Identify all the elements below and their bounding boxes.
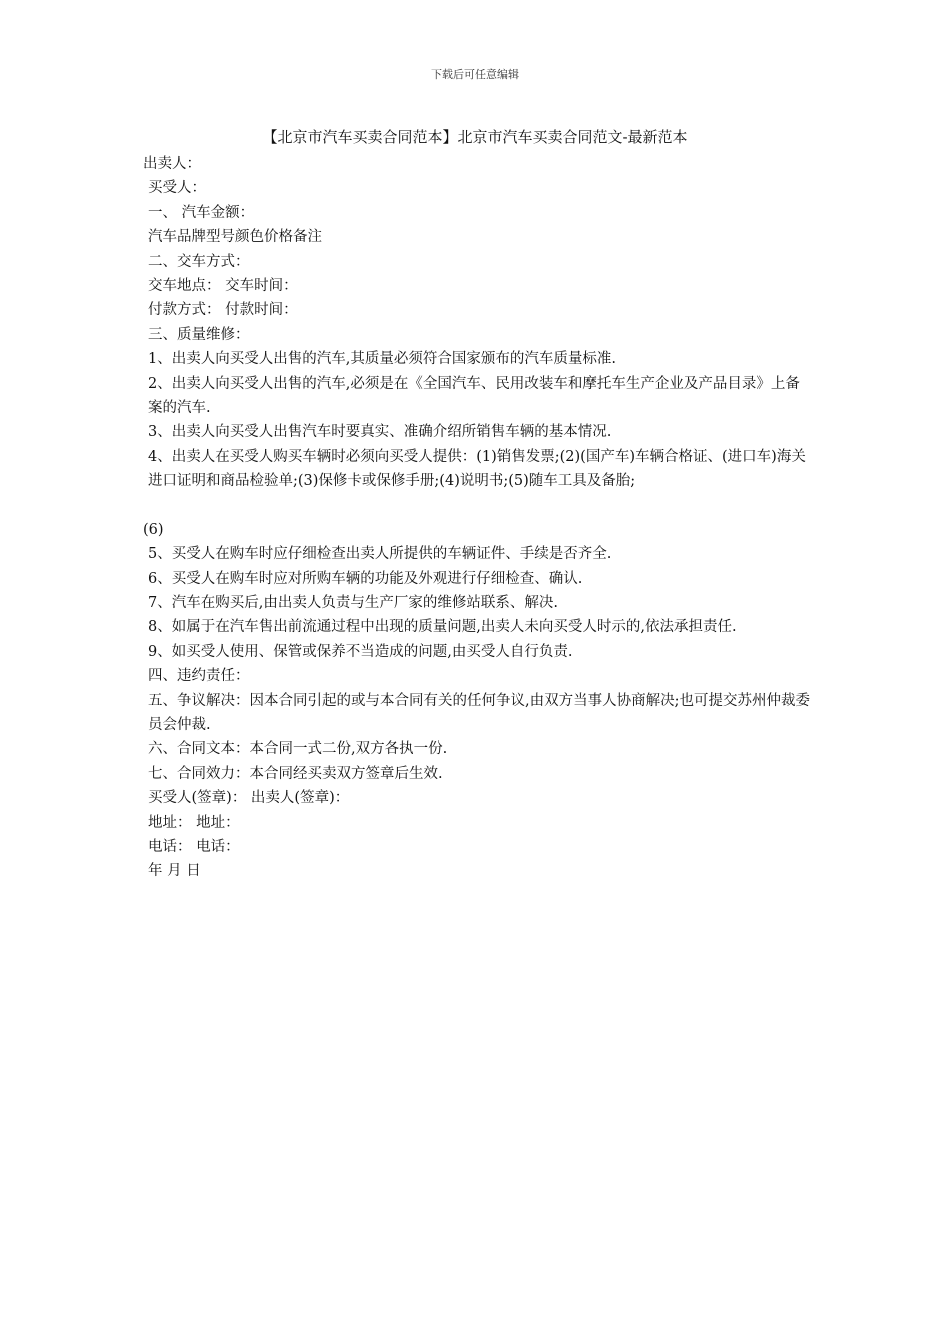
clause-3-2: 2、出卖人向买受人出售的汽车,必须是在《全国汽车、民用改装车和摩托车生产企业及产品目录》上备案的汽车. [148, 375, 800, 417]
paragraph-gap [143, 494, 813, 518]
address-line: 地址： 地址： [148, 814, 240, 831]
delivery-place-line: 交车地点： 交车时间： [148, 278, 298, 295]
section-2-heading: 二、交车方式： [148, 253, 250, 270]
clause-3-3: 3、出卖人向买受人出售汽车时要真实、准确介绍所销售车辆的基本情况. [148, 424, 612, 441]
section-5-dispute: 五、争议解决：因本合同引起的或与本合同有关的任何争议,由双方当事人协商解决;也可提交苏州仲裁委员会仲裁. [148, 692, 810, 733]
section-3-heading: 三、质量维修： [148, 326, 250, 343]
clause-3-9: 9、如买受人使用、保管或保养不当造成的问题,由买受人自行负责. [148, 643, 573, 660]
clause-3-6: 6、买受人在购车时应对所购车辆的功能及外观进行仔细检查、确认. [148, 570, 583, 587]
seller-line: 出卖人： [143, 156, 201, 172]
phone-line: 电话： 电话： [148, 838, 240, 855]
contract-body [143, 152, 813, 884]
clause-3-8: 8、如属于在汽车售出前流通过程中出现的质量问题,出卖人未向买受人时示的,依法承担责任. [148, 619, 737, 636]
clause-3-1: 1、出卖人向买受人出售的汽车,其质量必须符合国家颁布的汽车质量标准. [148, 351, 616, 368]
date-line: 年 月 日 [148, 863, 201, 880]
section-1-heading: 一、 汽车金额： [148, 204, 255, 221]
clause-3-4: 4、出卖人在买受人购买车辆时必须向买受人提供：(1)销售发票;(2)(国产车)车辆合格证、(进口车)海关进口证明和商品检验单;(3)保修卡或保修手册;(4)说明书;(5)随车工具及备胎; [148, 448, 806, 490]
buyer-line: 买受人： [148, 180, 206, 197]
document-title: 【北京市汽车买卖合同范本】北京市汽车买卖合同范文-最新范本 [262, 128, 688, 146]
section-6-copies: 六、合同文本：本合同一式二份,双方各执一份. [148, 741, 448, 758]
vehicle-columns-line: 汽车品牌型号颜色价格备注 [148, 229, 322, 246]
payment-line: 付款方式： 付款时间： [148, 302, 298, 319]
section-4-heading: 四、违约责任： [148, 668, 250, 685]
header-note: 下载后可任意编辑 [431, 68, 519, 81]
clause-3-7: 7、汽车在购买后,由出卖人负责与生产厂家的维修站联系、解决. [148, 594, 558, 611]
signature-line: 买受人(签章)： 出卖人(签章)： [148, 790, 350, 807]
clause-3-5: 5、买受人在购车时应仔细检查出卖人所提供的车辆证件、手续是否齐全. [148, 546, 612, 563]
section-7-effect: 七、合同效力：本合同经买卖双方签章后生效. [148, 765, 443, 782]
clause-3-4-item-6: (6) [143, 521, 164, 538]
